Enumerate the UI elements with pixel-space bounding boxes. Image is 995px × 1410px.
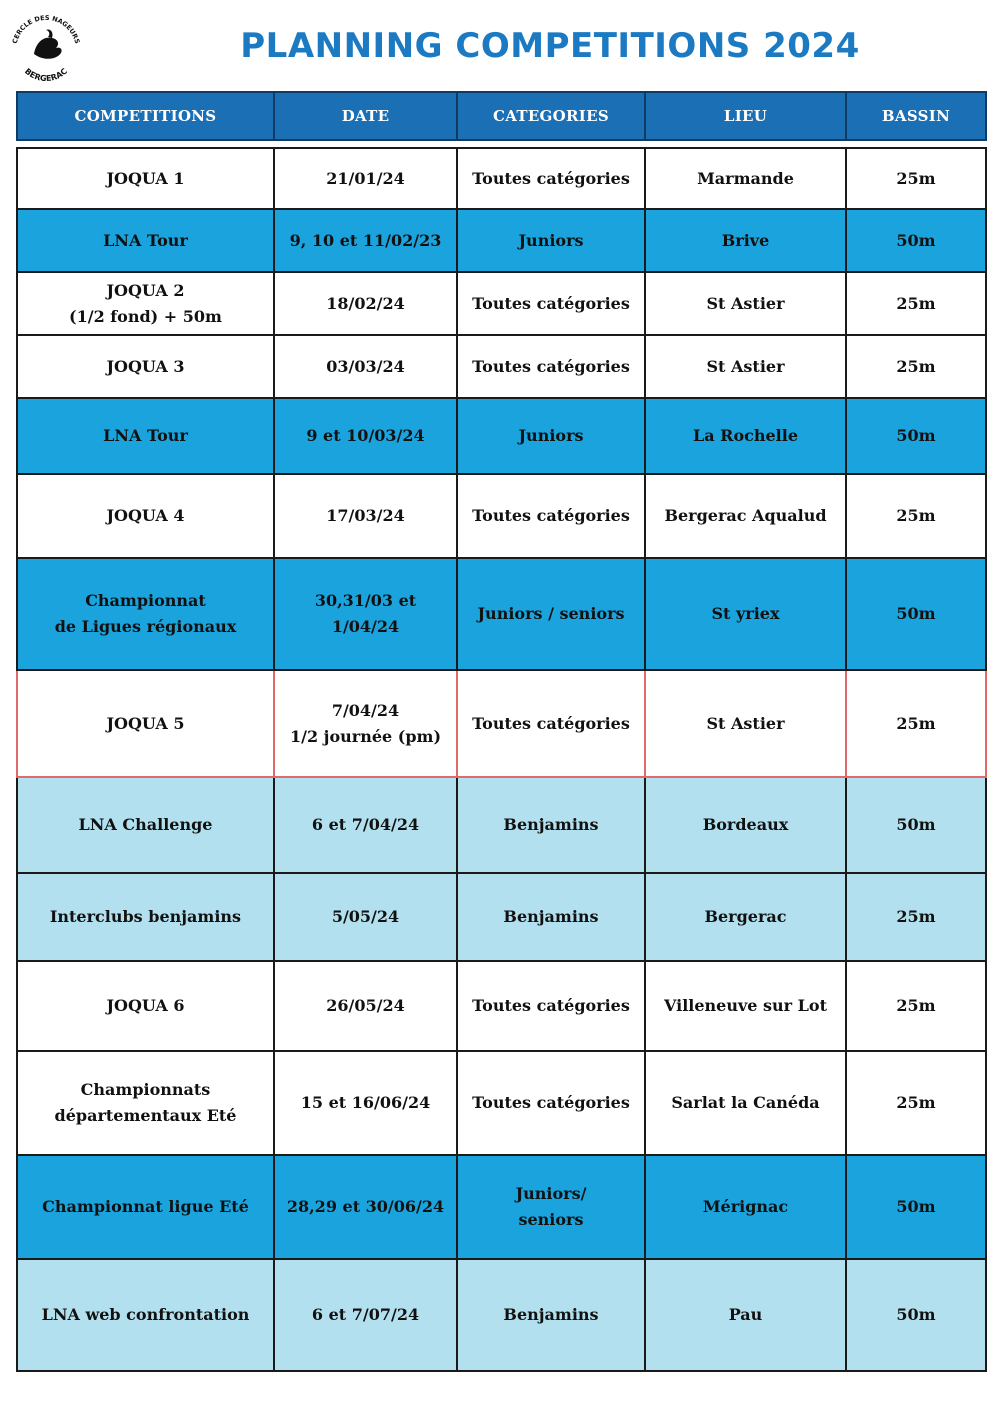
cell-date: 6 et 7/04/24 [274,777,457,873]
cell-categories: Juniors [457,398,645,474]
cell-lieu: Sarlat la Canéda [645,1051,846,1155]
cell-bassin: 50m [846,558,986,670]
cell-lieu: Villeneuve sur Lot [645,961,846,1051]
page-title: PLANNING COMPETITIONS 2024 [240,26,860,66]
header-bassin: BASSIN [846,92,986,140]
cell-categories: Toutes catégories [457,961,645,1051]
cell-bassin: 50m [846,209,986,272]
cell-lieu: Marmande [645,148,846,209]
cell-date: 21/01/24 [274,148,457,209]
header-categories: CATEGORIES [457,92,645,140]
cell-bassin: 25m [846,335,986,398]
cell-lieu: St Astier [645,272,846,335]
table-row [17,1155,986,1259]
cell-bassin: 50m [846,1259,986,1371]
cell-competition: LNA Tour [17,209,274,272]
cell-competition: Championnats départementaux Eté [17,1051,274,1155]
cell-lieu: St yriex [645,558,846,670]
cell-date: 5/05/24 [274,873,457,961]
cell-competition: JOQUA 2 (1/2 fond) + 50m [17,272,274,335]
cell-lieu: Bordeaux [645,777,846,873]
logo-text-bottom: BERGERAC [23,66,69,84]
cell-date: 26/05/24 [274,961,457,1051]
cell-categories: Toutes catégories [457,474,645,558]
cell-categories: Toutes catégories [457,335,645,398]
logo-text-top: CERCLE DES NAGEURS [10,13,82,45]
cell-bassin: 25m [846,961,986,1051]
table-row [17,474,986,558]
cell-categories: Benjamins [457,777,645,873]
cell-date: 9 et 10/03/24 [274,398,457,474]
cell-categories: Toutes catégories [457,148,645,209]
cell-date: 17/03/24 [274,474,457,558]
cell-date: 03/03/24 [274,335,457,398]
cell-bassin: 50m [846,777,986,873]
cell-competition: LNA Challenge [17,777,274,873]
cell-bassin: 50m [846,398,986,474]
cell-categories: Toutes catégories [457,272,645,335]
cell-categories: Juniors [457,209,645,272]
cell-lieu: Bergerac [645,873,846,961]
cell-competition: JOQUA 6 [17,961,274,1051]
header-row [17,92,986,140]
cell-date: 7/04/24 1/2 journée (pm) [274,670,457,777]
cell-date: 18/02/24 [274,272,457,335]
cell-competition: LNA web confrontation [17,1259,274,1371]
header-lieu: LIEU [645,92,846,140]
cell-competition: JOQUA 5 [17,670,274,777]
cell-competition: JOQUA 3 [17,335,274,398]
table-header [16,91,987,141]
cell-categories: Toutes catégories [457,1051,645,1155]
table-row [17,1259,986,1371]
cell-bassin: 25m [846,474,986,558]
cell-lieu: St Astier [645,670,846,777]
cell-bassin: 25m [846,1051,986,1155]
cell-competition: JOQUA 4 [17,474,274,558]
cell-competition: LNA Tour [17,398,274,474]
cell-bassin: 25m [846,670,986,777]
cell-competition: Championnat ligue Eté [17,1155,274,1259]
table-row [17,148,986,209]
cell-categories: Juniors/ seniors [457,1155,645,1259]
cell-bassin: 25m [846,148,986,209]
cell-date: 9, 10 et 11/02/23 [274,209,457,272]
table-row [17,1051,986,1155]
table-row [17,335,986,398]
cell-date: 15 et 16/06/24 [274,1051,457,1155]
cell-categories: Juniors / seniors [457,558,645,670]
table-row [17,272,986,335]
header-competitions: COMPETITIONS [17,92,274,140]
cell-bassin: 25m [846,873,986,961]
cell-lieu: La Rochelle [645,398,846,474]
cell-date: 6 et 7/07/24 [274,1259,457,1371]
swan-logo-icon [6,6,86,86]
cell-lieu: Brive [645,209,846,272]
club-logo [6,6,86,86]
header-date: DATE [274,92,457,140]
table-row [17,670,986,777]
table-row [17,873,986,961]
cell-date: 28,29 et 30/06/24 [274,1155,457,1259]
table-row [17,209,986,272]
cell-categories: Benjamins [457,1259,645,1371]
table-row [17,558,986,670]
competitions-table [16,147,987,1372]
cell-bassin: 50m [846,1155,986,1259]
table-row [17,777,986,873]
cell-competition: Interclubs benjamins [17,873,274,961]
cell-categories: Benjamins [457,873,645,961]
cell-date: 30,31/03 et 1/04/24 [274,558,457,670]
table-row [17,398,986,474]
cell-lieu: St Astier [645,335,846,398]
svg-text:BERGERAC [23,67,69,84]
cell-lieu: Pau [645,1259,846,1371]
cell-lieu: Mérignac [645,1155,846,1259]
cell-competition: JOQUA 1 [17,148,274,209]
cell-competition: Championnat de Ligues régionaux [17,558,274,670]
cell-lieu: Bergerac Aqualud [645,474,846,558]
table-row [17,961,986,1051]
cell-categories: Toutes catégories [457,670,645,777]
cell-bassin: 25m [846,272,986,335]
